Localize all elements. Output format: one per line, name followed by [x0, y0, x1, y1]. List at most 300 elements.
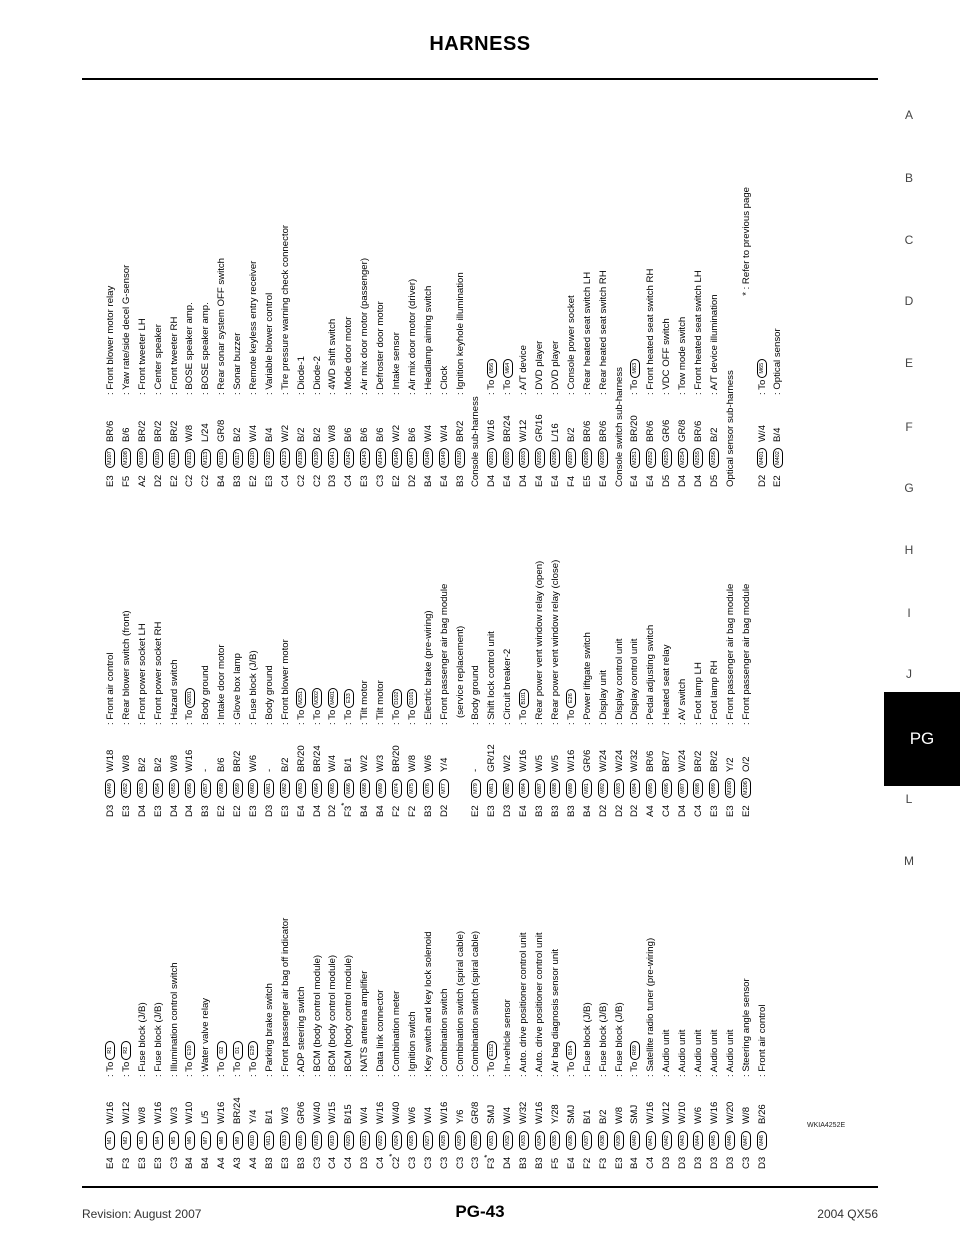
connector-badge[interactable]: M108: [121, 448, 131, 468]
connector-badge[interactable]: M34: [535, 1131, 545, 1150]
grid-position-text: D4: [677, 804, 689, 817]
grid-position: [182, 1150, 198, 1169]
connector-row: [707, 918, 723, 1169]
grid-position: [278, 798, 294, 817]
connector-badge[interactable]: M109: [137, 448, 147, 468]
connector-badge[interactable]: M401: [757, 448, 767, 468]
index-letter[interactable]: J: [906, 667, 912, 681]
connector-badge[interactable]: M251: [630, 448, 640, 468]
grid-position-text: D4: [518, 474, 530, 487]
grid-position: [230, 798, 246, 817]
grid-position: [532, 1150, 548, 1169]
grid-position-text: B3: [232, 475, 244, 487]
reference-badge[interactable]: R1: [105, 1041, 115, 1060]
connector-cell: [468, 1124, 484, 1150]
connector-row: [246, 918, 262, 1169]
connector-badge[interactable]: M122: [264, 448, 274, 468]
grid-position-text: C2: [311, 474, 323, 487]
grid-position-text: D3: [677, 1156, 689, 1169]
connector-badge[interactable]: M63: [296, 779, 306, 798]
connector-badge[interactable]: M68: [360, 779, 370, 798]
connector-badge[interactable]: M76: [423, 779, 433, 798]
reference-badge[interactable]: D1: [233, 1041, 243, 1060]
connector-badge[interactable]: M208: [582, 448, 592, 468]
connector-badge[interactable]: M202: [503, 448, 513, 468]
connector-badge[interactable]: M33: [519, 1131, 529, 1150]
connector-badge[interactable]: M29: [455, 1131, 465, 1150]
wire-color-pins: W/16: [438, 1101, 450, 1124]
connector-badge[interactable]: M201: [487, 448, 497, 468]
connector-badge[interactable]: M43: [678, 1131, 688, 1150]
grid-position: [310, 468, 326, 487]
connector-badge[interactable]: M79: [471, 779, 481, 798]
connector-badge[interactable]: M32: [503, 1131, 513, 1150]
index-letter[interactable]: H: [904, 543, 914, 557]
grid-position: [643, 1150, 659, 1169]
connector-description: : Rear power vent window relay (close): [549, 559, 561, 725]
connector-badge[interactable]: M42: [662, 1131, 672, 1150]
connector-row: [659, 560, 675, 817]
connector-row: [246, 187, 262, 487]
reference-badge[interactable]: E10: [185, 1041, 195, 1060]
grid-position-text: B3: [534, 1157, 546, 1169]
connector-badge[interactable]: M147: [407, 448, 417, 468]
index-letter[interactable]: C: [904, 233, 914, 247]
connector-row: [596, 918, 612, 1169]
connector-badge[interactable]: M45: [709, 1131, 719, 1150]
connector-row: [548, 187, 564, 487]
connector-badge[interactable]: M6: [185, 1131, 195, 1150]
connector-cell: [294, 772, 310, 798]
connector-badge[interactable]: M40: [630, 1131, 640, 1150]
connector-badge[interactable]: M30: [471, 1131, 481, 1150]
connector-badge[interactable]: M2: [121, 1131, 131, 1150]
asterisk-mark: *: [340, 802, 350, 806]
reference-badge[interactable]: M401: [328, 688, 338, 708]
connector-badge[interactable]: M49: [105, 779, 115, 798]
wire-color-pins: SMJ: [565, 1104, 577, 1124]
index-letter[interactable]: L: [905, 792, 913, 806]
reference-badge[interactable]: E29: [248, 1041, 258, 1060]
grid-position-text: D3: [756, 1156, 768, 1169]
connector-cell: [659, 442, 675, 468]
wire-color-pins: W/6: [422, 754, 434, 772]
connector-badge[interactable]: M150: [455, 448, 465, 468]
connector-badge[interactable]: M84: [519, 779, 529, 798]
connector-badge[interactable]: M18: [312, 1131, 322, 1150]
connector-description: : Clock: [438, 365, 450, 395]
connector-badge[interactable]: M56: [185, 779, 195, 798]
connector-badge[interactable]: M58: [217, 779, 227, 798]
connector-row: [119, 560, 135, 817]
connector-badge[interactable]: M143: [360, 448, 370, 468]
connector-description: : Ignition keyhole illumination: [454, 272, 466, 395]
wire-color-pins: W/16: [708, 1101, 720, 1124]
connector-badge[interactable]: M5: [169, 1131, 179, 1150]
connector-cell: [214, 442, 230, 468]
connector-cell: [341, 1124, 357, 1150]
index-letter[interactable]: A: [904, 108, 913, 122]
connector-badge[interactable]: M205: [535, 448, 545, 468]
reference-badge[interactable]: R69: [630, 1041, 640, 1060]
reference-badge[interactable]: M64: [503, 359, 513, 378]
wire-color-pins: W/16: [518, 749, 530, 772]
connector-cell: [310, 772, 326, 798]
connector-badge[interactable]: M92: [598, 779, 608, 798]
active-section-tab[interactable]: PG: [884, 692, 960, 786]
connector-cell: [198, 442, 214, 468]
connector-cell: [484, 442, 500, 468]
connector-cell: [627, 442, 643, 468]
connector-description: : Rear heated seat switch RH: [597, 270, 609, 395]
connector-badge[interactable]: M8: [217, 1131, 227, 1150]
connector-badge[interactable]: M254: [678, 448, 688, 468]
connector-badge[interactable]: M106: [741, 778, 751, 798]
connector-badge[interactable]: M26: [407, 1131, 417, 1150]
reference-badge[interactable]: E33: [344, 689, 354, 708]
reference-badge[interactable]: M56: [487, 359, 497, 378]
grid-position: [659, 1150, 675, 1169]
connector-badge[interactable]: M253: [662, 448, 672, 468]
wire-color-pins: W/32: [518, 1101, 530, 1124]
reference-badge[interactable]: B14: [566, 1041, 576, 1060]
wire-color-pins: W/8: [120, 754, 132, 772]
connector-row: [294, 187, 310, 487]
connector-badge[interactable]: M93: [614, 779, 624, 798]
grid-position: [262, 468, 278, 487]
connector-badge[interactable]: M75: [407, 779, 417, 798]
connector-badge[interactable]: M4: [153, 1131, 163, 1150]
index-letter[interactable]: D: [904, 294, 914, 308]
connector-badge[interactable]: M94: [630, 779, 640, 798]
connector-description: : Display unit: [597, 670, 609, 725]
grid-position-text: D2: [406, 474, 418, 487]
connector-badge[interactable]: M41: [646, 1131, 656, 1150]
grid-position: [643, 468, 659, 487]
connector-badge[interactable]: M38: [598, 1131, 608, 1150]
connector-badge[interactable]: M252: [646, 448, 656, 468]
index-letter[interactable]: G: [904, 481, 914, 495]
index-letter[interactable]: I: [907, 606, 911, 620]
connector-cell: [627, 1124, 643, 1150]
connector-badge[interactable]: M113: [201, 449, 211, 468]
connector-row: [230, 187, 246, 487]
connector-badge[interactable]: M54: [153, 779, 163, 798]
wire-color-pins: B/2: [597, 1109, 609, 1124]
connector-badge[interactable]: M148: [423, 448, 433, 468]
connector-badge[interactable]: M95: [646, 779, 656, 798]
connector-badge[interactable]: M66: [344, 779, 354, 798]
connector-badge[interactable]: M402: [773, 448, 783, 468]
wire-color-pins: W/5: [534, 754, 546, 772]
grid-position: [437, 798, 453, 817]
grid-position-text: E4: [502, 475, 514, 487]
connector-badge[interactable]: M117: [233, 449, 243, 468]
connector-description: : Front passenger air bag module: [740, 583, 752, 725]
connector-badge[interactable]: M110: [153, 449, 163, 468]
connector-badge[interactable]: M123: [280, 448, 290, 468]
connector-cell: [421, 772, 437, 798]
reference-badge[interactable]: D2: [217, 1041, 227, 1060]
connector-badge[interactable]: M21: [360, 1131, 370, 1150]
index-letter[interactable]: E: [904, 356, 913, 370]
reference-badge[interactable]: E152: [487, 1041, 497, 1060]
grid-position: [500, 1150, 516, 1169]
connector-badge[interactable]: M36: [566, 1131, 576, 1150]
connector-description: : Rear heated seat switch LH: [581, 271, 593, 395]
connector-badge[interactable]: M31: [487, 1131, 497, 1150]
connector-badge[interactable]: M55: [169, 779, 179, 798]
wire-color-pins: BR/2: [152, 420, 164, 442]
grid-position-text: D3: [263, 804, 275, 817]
connector-description: : Front passenger air bag module: [438, 583, 450, 725]
connector-cell: [627, 772, 643, 798]
connector-description: : Front heated seat switch RH: [645, 268, 657, 395]
reference-badge[interactable]: M251: [296, 688, 306, 708]
connector-badge[interactable]: M16: [296, 1131, 306, 1150]
connector-badge[interactable]: M96: [662, 779, 672, 798]
grid-position: [198, 468, 214, 487]
grid-position: [405, 1150, 421, 1169]
connector-description: : Shift lock control unit: [486, 631, 498, 725]
grid-position-text: A4: [248, 1157, 260, 1169]
connector-badge[interactable]: M22: [376, 1131, 386, 1150]
connector-badge[interactable]: M91: [582, 779, 592, 798]
grid-position: [389, 468, 405, 487]
connector-cell: [468, 772, 484, 798]
connector-badge[interactable]: M1: [105, 1131, 115, 1150]
connector-description: : BCM (body control module): [343, 954, 355, 1077]
wire-color-pins: W/6: [406, 1106, 418, 1124]
grid-position: [135, 468, 151, 487]
connector-badge[interactable]: M19: [328, 1131, 338, 1150]
connector-badge[interactable]: M20: [344, 1131, 354, 1150]
grid-position: [437, 468, 453, 487]
connector-cell: [707, 772, 723, 798]
connector-badge[interactable]: M115: [217, 449, 227, 468]
grid-position-text: D5: [708, 474, 720, 487]
grid-position-text: B4: [200, 1157, 212, 1169]
grid-position: [357, 798, 373, 817]
connector-badge[interactable]: M11: [264, 1131, 274, 1150]
grid-position-text: D2: [438, 804, 450, 817]
grid-position-text: C3: [454, 1156, 466, 1169]
grid-position: [596, 798, 612, 817]
connector-badge[interactable]: M88: [550, 779, 560, 798]
connector-badge[interactable]: M255: [693, 448, 703, 468]
wire-color-pins: B/2: [708, 427, 720, 442]
connector-description: : Intake door motor: [216, 644, 228, 725]
reference-badge[interactable]: M302: [312, 688, 322, 708]
asterisk-mark: *: [388, 1153, 398, 1157]
wire-color-pins: W/2: [502, 754, 514, 772]
connector-badge[interactable]: M65: [328, 779, 338, 798]
reference-badge[interactable]: D101: [407, 689, 417, 708]
reference-badge[interactable]: E26: [566, 689, 576, 708]
connector-badge[interactable]: M141: [328, 448, 338, 468]
connector-badge[interactable]: M144: [376, 448, 386, 468]
connector-badge[interactable]: M207: [566, 448, 576, 468]
grid-position: [373, 1150, 389, 1169]
connector-badge[interactable]: M89: [566, 779, 576, 798]
connector-badge[interactable]: M53: [137, 779, 147, 798]
connector-badge[interactable]: M69: [376, 779, 386, 798]
grid-position-text: F5: [549, 1157, 561, 1169]
connector-badge[interactable]: M99: [709, 779, 719, 798]
connector-cell: [707, 1124, 723, 1150]
grid-position: [325, 468, 341, 487]
connector-cell: [198, 1124, 214, 1150]
connector-badge[interactable]: M120: [248, 448, 258, 468]
grid-position-text: F2: [406, 805, 418, 817]
connector-cell: [675, 442, 691, 468]
grid-position: [373, 798, 389, 817]
connector-cell: [119, 1124, 135, 1150]
connector-description: : Air mix door motor (passenger): [359, 257, 371, 395]
connector-badge[interactable]: M139: [312, 448, 322, 468]
connector-badge[interactable]: M82: [503, 779, 513, 798]
connector-badge[interactable]: M111: [169, 449, 179, 468]
grid-position-text: C3: [311, 1156, 323, 1169]
grid-position-text: E3: [613, 1157, 625, 1169]
connector-description: : Defroster door motor: [375, 301, 387, 395]
index-letter[interactable]: M: [904, 854, 914, 868]
connector-row: [357, 187, 373, 487]
wire-color-pins: B/6: [343, 427, 355, 442]
connector-badge[interactable]: M52: [121, 779, 131, 798]
grid-position-text: D4: [184, 804, 196, 817]
connector-badge[interactable]: M48: [757, 1131, 767, 1150]
connector-badge[interactable]: M37: [582, 1131, 592, 1150]
connector-description: : Tilt motor: [359, 680, 371, 725]
wire-color-pins: W/4: [248, 424, 260, 442]
connector-row: [675, 918, 691, 1169]
connector-cell: [325, 1124, 341, 1150]
index-letter[interactable]: B: [904, 171, 913, 185]
connector-cell: [532, 442, 548, 468]
connector-badge[interactable]: M13: [280, 1131, 290, 1150]
reference-badge[interactable]: M63: [630, 359, 640, 378]
connector-badge[interactable]: M35: [550, 1131, 560, 1150]
connector-badge[interactable]: M61: [264, 779, 274, 798]
reference-badge[interactable]: M201: [185, 688, 195, 708]
connector-badge[interactable]: M28: [439, 1131, 449, 1150]
connector-cell: [357, 1124, 373, 1150]
grid-position-text: B3: [518, 1157, 530, 1169]
connector-badge[interactable]: M62: [280, 779, 290, 798]
grid-position-text: E4: [534, 475, 546, 487]
connector-description: : To: [391, 709, 403, 725]
connector-badge[interactable]: M7: [201, 1131, 211, 1150]
connector-badge[interactable]: M107: [105, 448, 115, 468]
connector-cell: [564, 1124, 580, 1150]
connector-description: : To: [311, 709, 323, 725]
connector-badge[interactable]: M3: [137, 1131, 147, 1150]
connector-row: [659, 187, 675, 487]
connector-badge[interactable]: M10: [248, 1131, 258, 1150]
reference-badge[interactable]: R2: [121, 1041, 131, 1060]
connector-description: : To: [756, 379, 768, 395]
connector-badge[interactable]: M256: [709, 448, 719, 468]
wire-color-pins: W/16: [645, 1101, 657, 1124]
connector-row: [119, 918, 135, 1169]
connector-badge[interactable]: M64: [312, 779, 322, 798]
connector-cell: [151, 772, 167, 798]
connector-badge[interactable]: M138: [296, 448, 306, 468]
connector-badge[interactable]: M209: [598, 448, 608, 468]
connector-description: : Front blower motor: [279, 639, 291, 725]
connector-cell: [421, 1124, 437, 1150]
connector-badge[interactable]: M97: [678, 779, 688, 798]
grid-position: [739, 798, 755, 817]
connector-badge[interactable]: M60: [248, 779, 258, 798]
connector-badge[interactable]: M203: [519, 448, 529, 468]
connector-row: [198, 560, 214, 817]
wire-color-pins: BR/2: [692, 750, 704, 772]
wire-color-pins: W/2: [391, 424, 403, 442]
connector-cell: [278, 772, 294, 798]
connector-badge[interactable]: M46: [725, 1131, 735, 1150]
connector-badge[interactable]: M47: [741, 1131, 751, 1150]
grid-position: [262, 1150, 278, 1169]
grid-position-text: E5: [581, 475, 593, 487]
section-heading: [723, 187, 739, 487]
connector-badge[interactable]: M81: [487, 779, 497, 798]
reference-badge[interactable]: B101: [519, 689, 529, 708]
connector-badge[interactable]: M87: [535, 779, 545, 798]
connector-description: : To: [629, 1061, 641, 1077]
index-letter[interactable]: F: [905, 420, 913, 434]
connector-badge[interactable]: M206: [550, 448, 560, 468]
reference-badge[interactable]: M65: [757, 359, 767, 378]
connector-cell: [182, 1124, 198, 1150]
grid-position: [516, 798, 532, 817]
connector-row: [325, 560, 341, 817]
connector-badge[interactable]: M98: [693, 779, 703, 798]
grid-position: [484, 1150, 500, 1169]
wire-color-pins: W/4: [327, 754, 339, 772]
connector-badge[interactable]: M100: [725, 778, 735, 798]
connector-row: [643, 918, 659, 1169]
connector-row: [596, 560, 612, 817]
connector-badge[interactable]: M39: [614, 1131, 624, 1150]
wire-color-pins: BR/2: [136, 420, 148, 442]
connector-badge[interactable]: M27: [423, 1131, 433, 1150]
connector-badge[interactable]: M74: [392, 779, 402, 798]
connector-badge[interactable]: M44: [693, 1131, 703, 1150]
grid-position: [564, 468, 580, 487]
connector-row: [532, 187, 548, 487]
connector-badge[interactable]: M149: [439, 448, 449, 468]
grid-position-text: A4: [216, 1157, 228, 1169]
connector-badge[interactable]: M24: [392, 1131, 402, 1150]
connector-badge[interactable]: M142: [344, 448, 354, 468]
connector-description: : Combination switch: [438, 988, 450, 1077]
section-heading-label: Console sub-harness: [470, 396, 482, 487]
grid-position-text: E2: [216, 805, 228, 817]
connector-badge[interactable]: M9: [233, 1131, 243, 1150]
connector-row: [532, 560, 548, 817]
grid-position-text: B3: [422, 805, 434, 817]
connector-badge[interactable]: M146: [392, 448, 402, 468]
connector-badge[interactable]: M112: [185, 449, 195, 468]
connector-badge[interactable]: M57: [201, 779, 211, 798]
connector-badge[interactable]: M77: [439, 779, 449, 798]
connector-badge[interactable]: M59: [233, 779, 243, 798]
grid-position: [357, 1150, 373, 1169]
connector-row: [230, 560, 246, 817]
reference-badge[interactable]: D102: [392, 689, 402, 708]
